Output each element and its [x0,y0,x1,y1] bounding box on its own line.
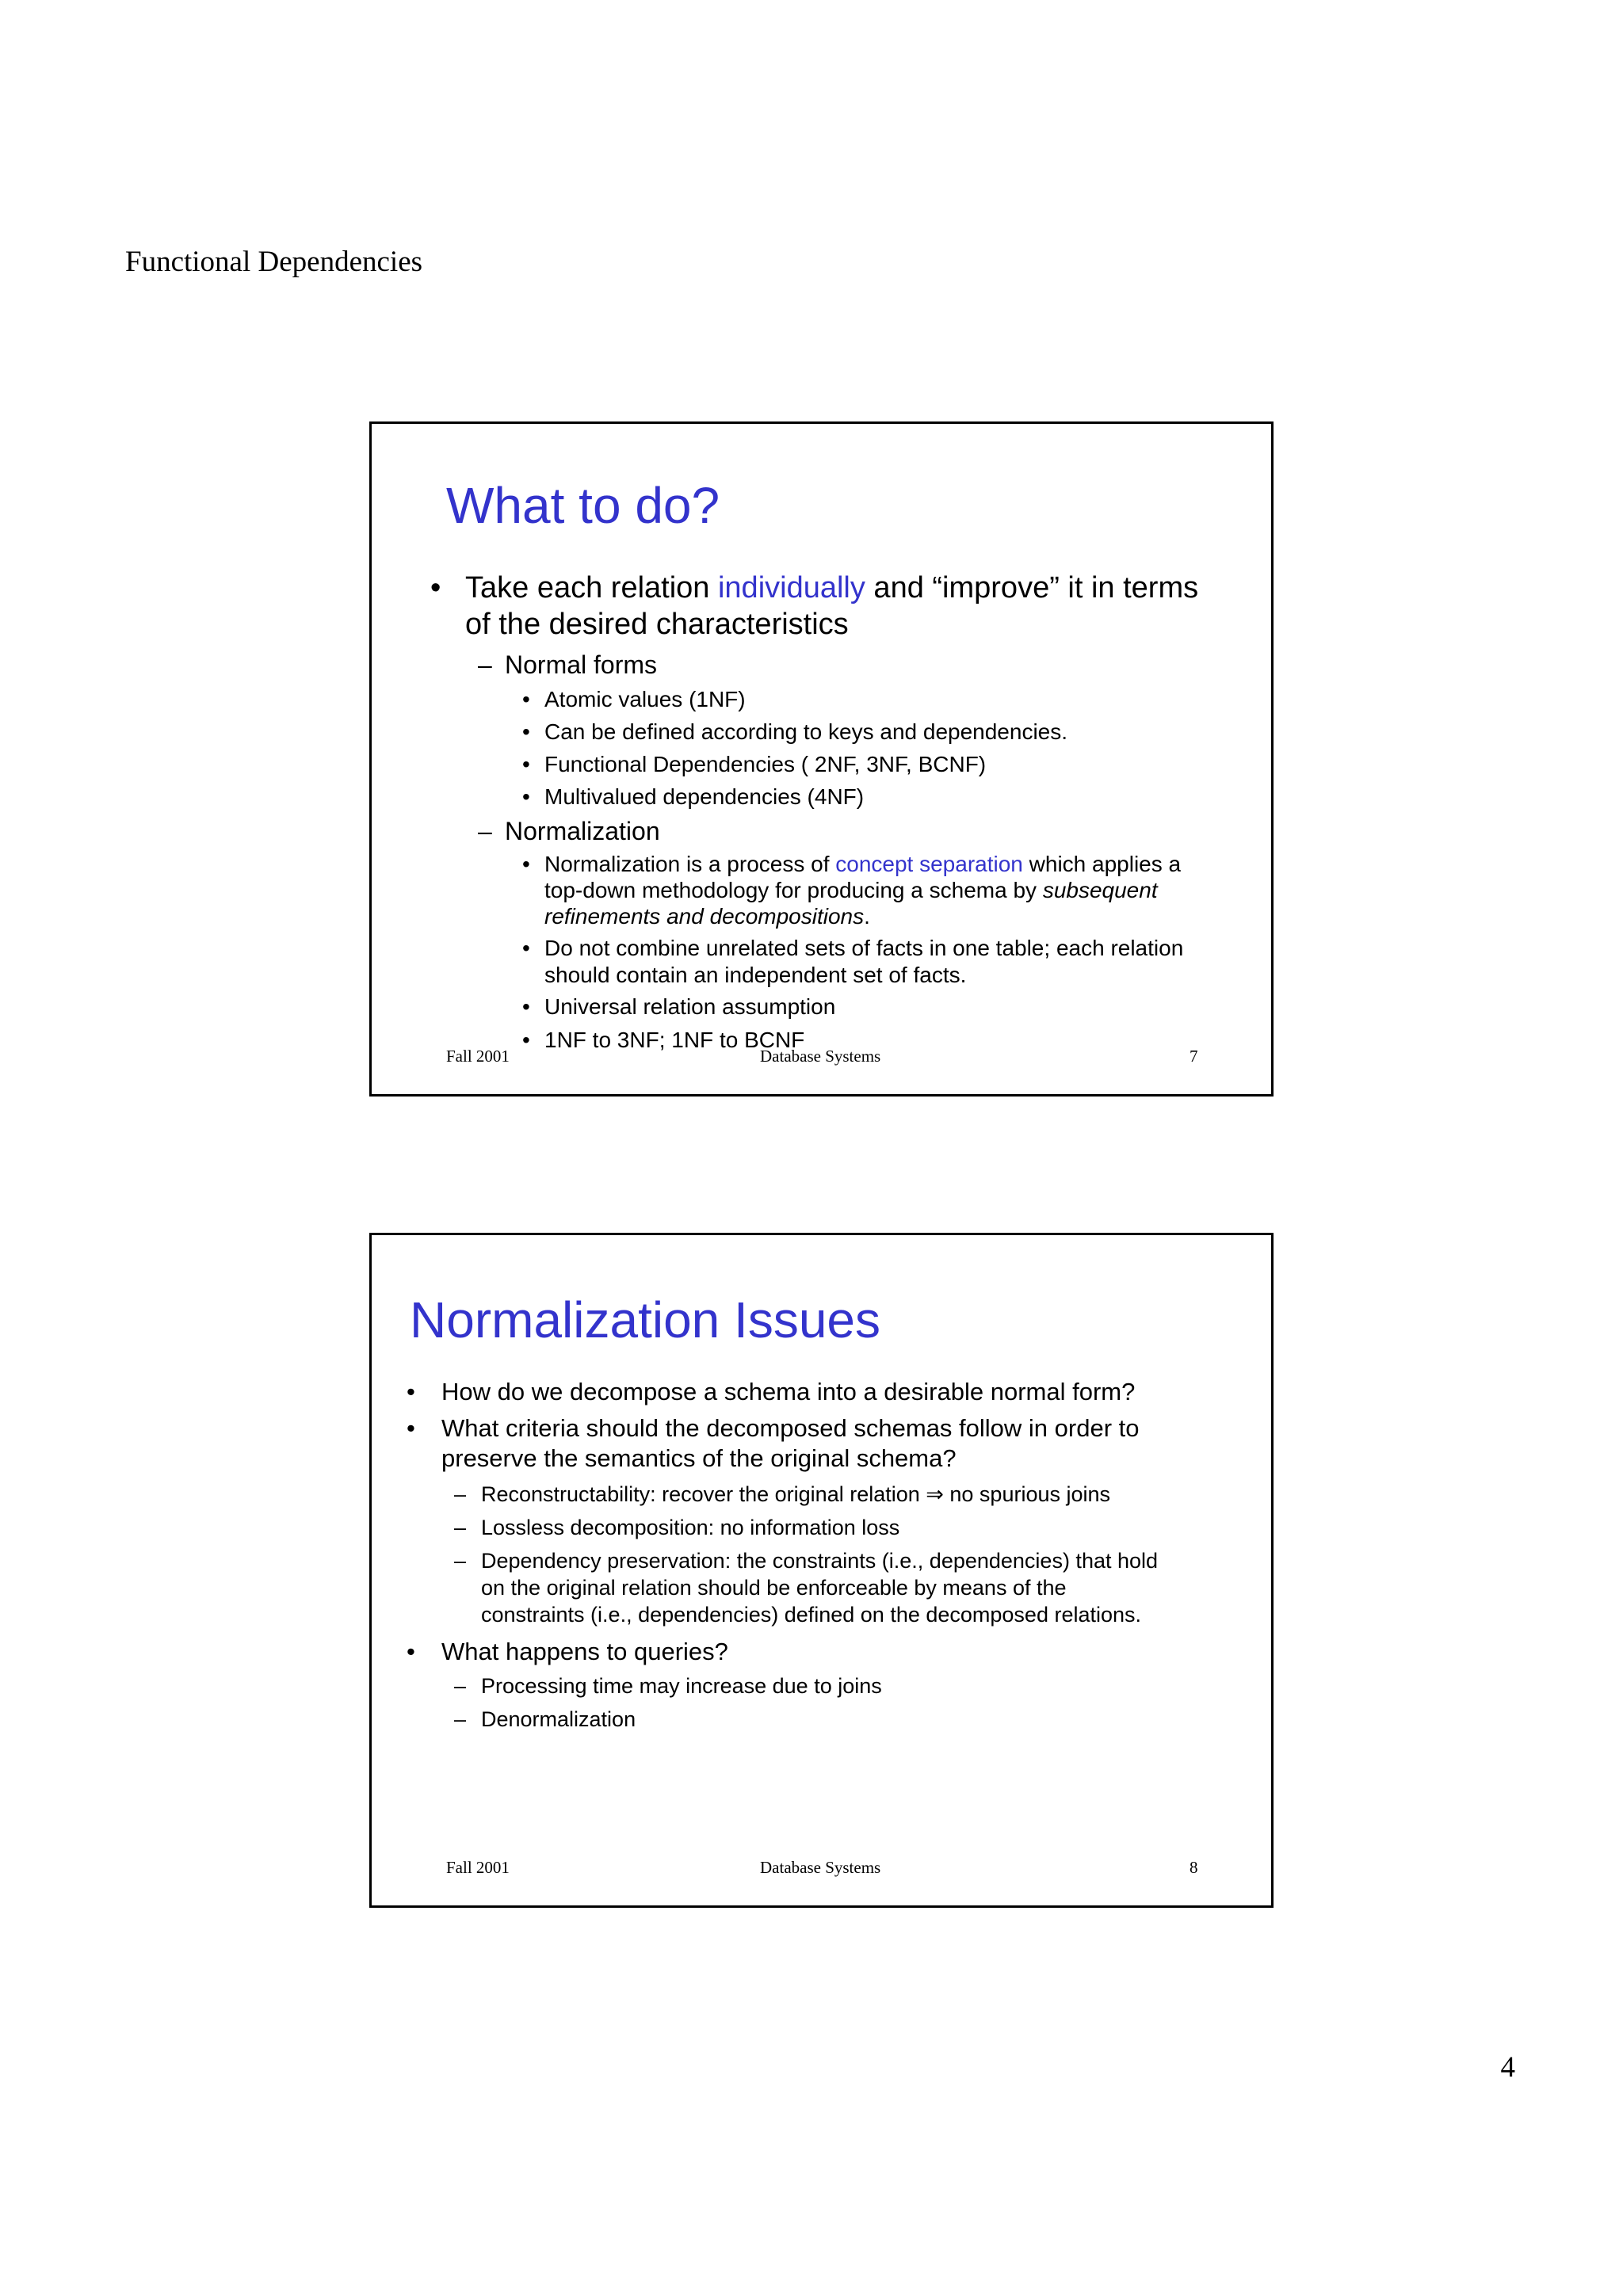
slide-8 [369,1233,1274,1908]
item-1nf-to-3nf: 1NF to 3NF; 1NF to BCNF [544,1028,805,1052]
dash-marker: – [454,1707,467,1731]
dash-marker: – [454,1674,467,1698]
bullet-marker: • [522,852,530,876]
text: Normalization is a process of [544,852,836,876]
sub-denormalization: Denormalization [481,1707,636,1731]
item-normalization-process [544,852,1181,877]
sub-lossless: Lossless decomposition: no information loss [481,1516,900,1539]
slide-footer-course: Database Systems [760,1858,881,1877]
slide-footer-number: 8 [1190,1858,1198,1877]
italic-text: subsequent [1042,878,1158,902]
bullet-criteria: What criteria should the decomposed schemas follow in order to [441,1414,1140,1442]
bullet-marker: • [522,687,530,711]
page-number: 4 [1500,2051,1515,2084]
item-unrelated-facts: Do not combine unrelated sets of facts in one table; each relation [544,936,1184,960]
slide-7 [369,421,1274,1097]
sub-dependency-preservation: Dependency preservation: the constraints (i.e., dependencies) that hold [481,1549,1159,1573]
item-multivalued: Multivalued dependencies (4NF) [544,784,865,809]
bullet-1-continued: of the desired characteristics [465,608,849,641]
sub-normalization: Normalization [505,817,660,845]
bullet-marker: • [407,1378,415,1405]
bullet-marker: • [407,1414,415,1442]
item-atomic-values: Atomic values (1NF) [544,687,746,711]
sub-dependency-preservation-line3: constraints (i.e., dependencies) defined on the decomposed relations. [481,1603,1142,1627]
item-normalization-process-line2 [544,878,1158,903]
item-functional-dependencies: Functional Dependencies ( 2NF, 3NF, BCNF) [544,752,987,776]
bullet-marker: • [407,1638,415,1665]
dash-marker: – [478,817,492,845]
text: which applies a [1022,852,1182,876]
bullet-1-post: and “improve” it in terms [865,571,1199,605]
bullet-marker: • [522,936,530,960]
bullet-queries: What happens to queries? [441,1638,728,1665]
sub-reconstructability: Reconstructability: recover the original relation ⇒ no spurious joins [481,1482,1111,1506]
bullet-marker: • [522,752,530,776]
highlight-individually: individually [717,571,865,605]
highlight-concept-separation: concept separation [835,852,1023,876]
bullet-1 [465,571,1198,605]
dash-marker: – [454,1482,467,1506]
bullet-marker: • [522,1028,530,1052]
slide-title: Normalization Issues [410,1291,880,1348]
bullet-marker: • [522,784,530,809]
text: . [864,904,870,929]
dash-marker: – [454,1549,467,1573]
page-header: Functional Dependencies [125,246,423,278]
sub-normal-forms: Normal forms [505,650,658,679]
sub-dependency-preservation-line2: on the original relation should be enforceable by means of the [481,1576,1067,1600]
item-universal-relation: Universal relation assumption [544,994,836,1019]
dash-marker: – [478,650,492,679]
slide-footer-course: Database Systems [760,1047,881,1066]
dash-marker: – [454,1516,467,1539]
slide-title: What to do? [446,477,720,534]
bullet-criteria-line2: preserve the semantics of the original schema? [441,1444,957,1472]
bullet-marker: • [522,994,530,1019]
bullet-decompose: How do we decompose a schema into a desirable normal form? [441,1378,1136,1405]
bullet-marker: • [522,719,530,744]
item-unrelated-facts-line2: should contain an independent set of facts. [544,963,967,987]
italic-text: refinements and decompositions [544,904,865,929]
slide-footer-date: Fall 2001 [446,1858,510,1877]
slide-footer-date: Fall 2001 [446,1047,510,1066]
bullet-1-pre: Take each relation [465,571,718,605]
text: top-down methodology for producing a schema by [544,878,1043,902]
sub-processing-time: Processing time may increase due to joins [481,1674,882,1698]
bullet-marker: • [430,571,441,605]
item-normalization-process-line3 [544,904,870,929]
item-keys-dependencies: Can be defined according to keys and dependencies. [544,719,1068,744]
slide-footer-number: 7 [1190,1047,1198,1066]
